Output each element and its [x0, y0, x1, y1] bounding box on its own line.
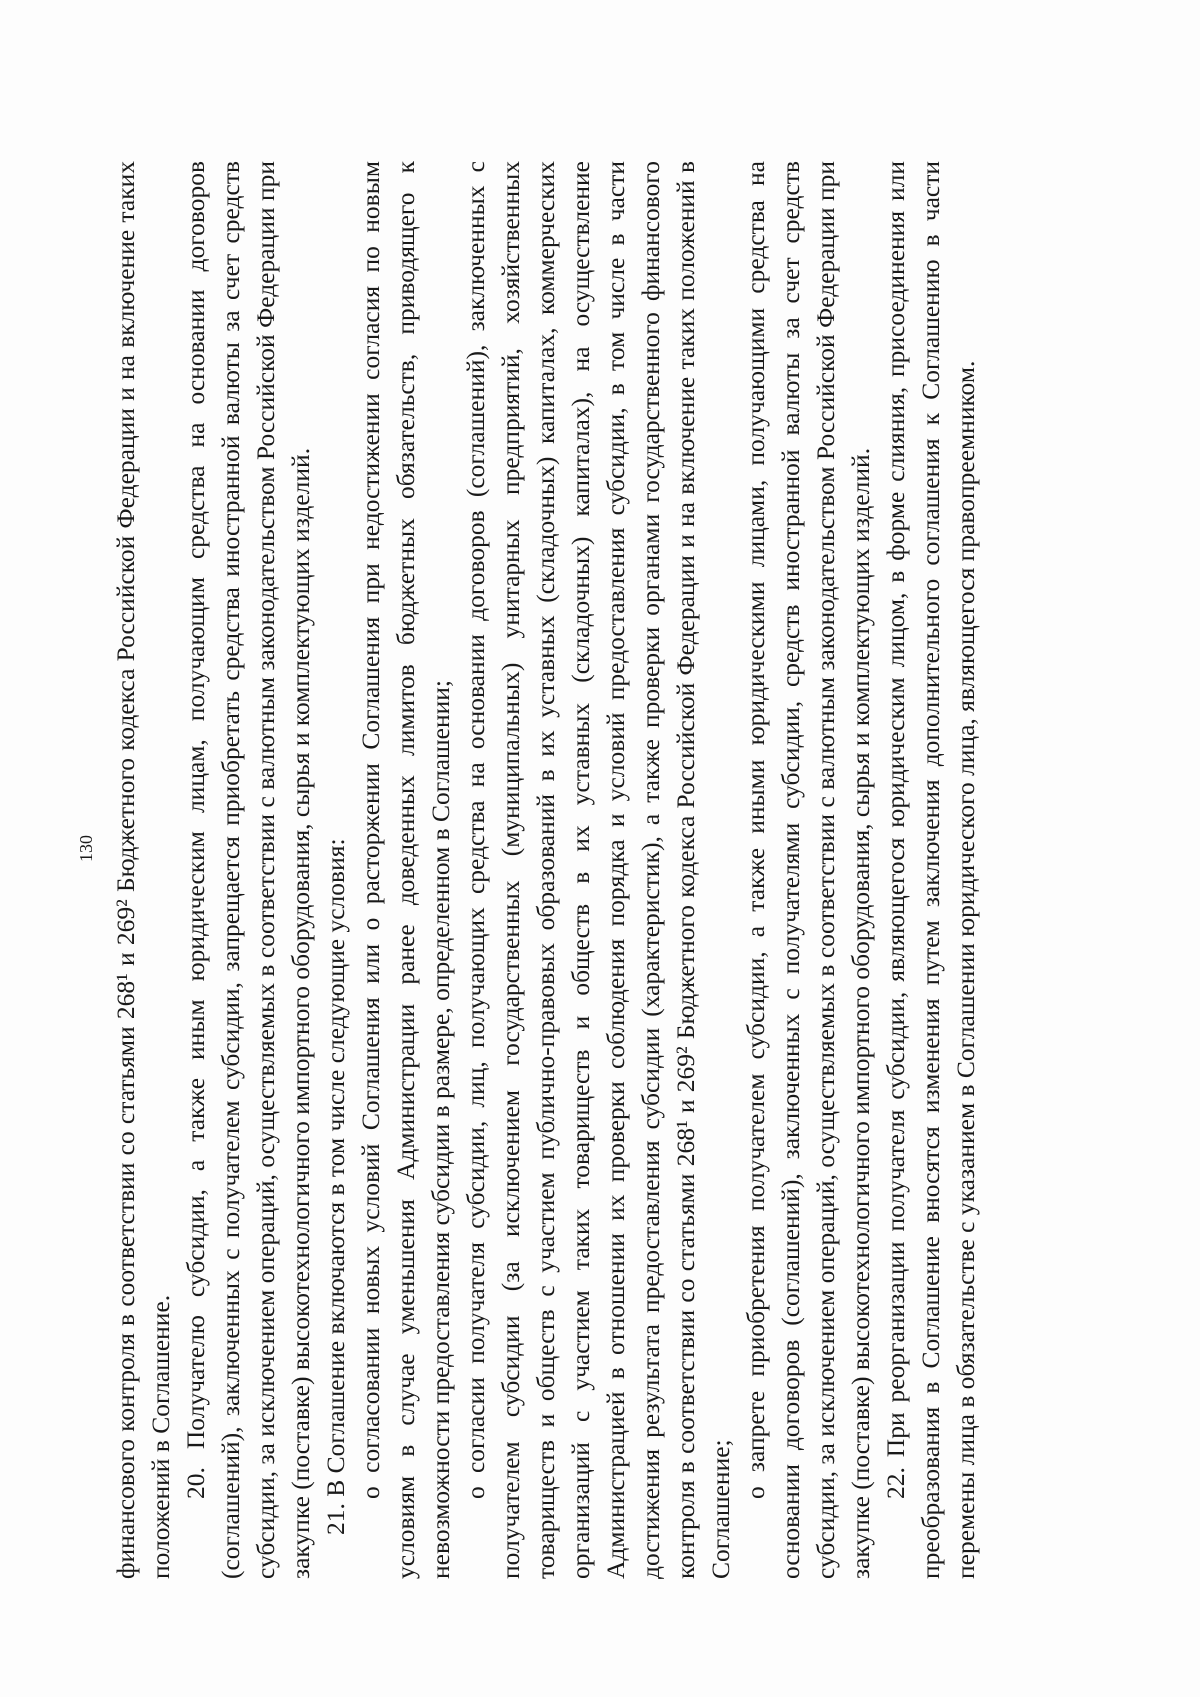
paragraph-20: 20. Получателю субсидии, а также иным юридическим лицам, получающим средства на основании договоров (соглашений), заключенных с получателем субсидии, запрещается приобретать средства иностранной валюты за счет средств субсидии, за исключением операций, осуществляемых в соответствии с валютным законодательством Российской Федерации при закупке (поставке) высокотехнологичного импортного оборудования, сырья и комплектующих изделий. [181, 161, 315, 1579]
paragraph-21-item-3: о запрете приобретения получателем субсидии, а также иными юридическими лицами, получающими средства на основании договоров (соглашений), заключенных с получателями субсидии, средств иностранной валюты за счет средств субсидии, за исключением операций, осуществляемых в соответствии с валютным законодательством Российской Федерации при закупке (поставке) высокотехнологичного импортного оборудования, сырья и комплектующих изделий. [741, 161, 875, 1579]
paragraph-21: 21. В Соглашение включаются в том числе следующие условия: [321, 838, 350, 1535]
paragraph-21-item-1: о согласовании новых условий Соглашения или о расторжении Соглашения при недостижении согласия по новым условиям в случае уменьшения Администрации ранее доведенных лимитов бюджетных обязательств, приводящего к невозможности предоставления субсидии в размере, определенном в Соглашении; [356, 161, 455, 1579]
paragraph-22: 22. При реорганизации получателя субсидии, являющегося юридическим лицом, в форме слияния, присоединения или преобразования в Соглашение вносятся изменения путем заключения дополнительного соглашения к Соглашению в части перемены лица в обязательстве с указанием в Соглашении юридического лица, являющегося правопреемником. [881, 161, 980, 1579]
document-body [108, 161, 983, 1579]
page-number: 130 [76, 835, 96, 862]
paragraph-21-item-2: о согласии получателя субсидии, лиц, получающих средства на основании договоров (соглашений), заключенных с получателем субсидии (за исключением государственных (муниципальных) унитарных предприятий, хозяйственных товариществ и обществ с участием публично-правовых образований в их уставных (складочных) капиталах, коммерческих организаций с участием таких товариществ и обществ в их уставных (складочных) капиталах), на осуществление Администрацией в отношении их проверки соблюдения порядка и условий предоставления субсидии, в том числе в части достижения результата предоставления субсидии (характеристик), а также проверки органами государственного финансового контроля в соответствии со статьями 268¹ и 269² Бюджетного кодекса Российской Федерации и на включение таких положений в Соглашение; [461, 161, 735, 1579]
paragraph-continuation: финансового контроля в соответствии со статьями 268¹ и 269² Бюджетного кодекса Российской Федерации и на включение таких положений в Соглашение. [111, 161, 175, 1579]
